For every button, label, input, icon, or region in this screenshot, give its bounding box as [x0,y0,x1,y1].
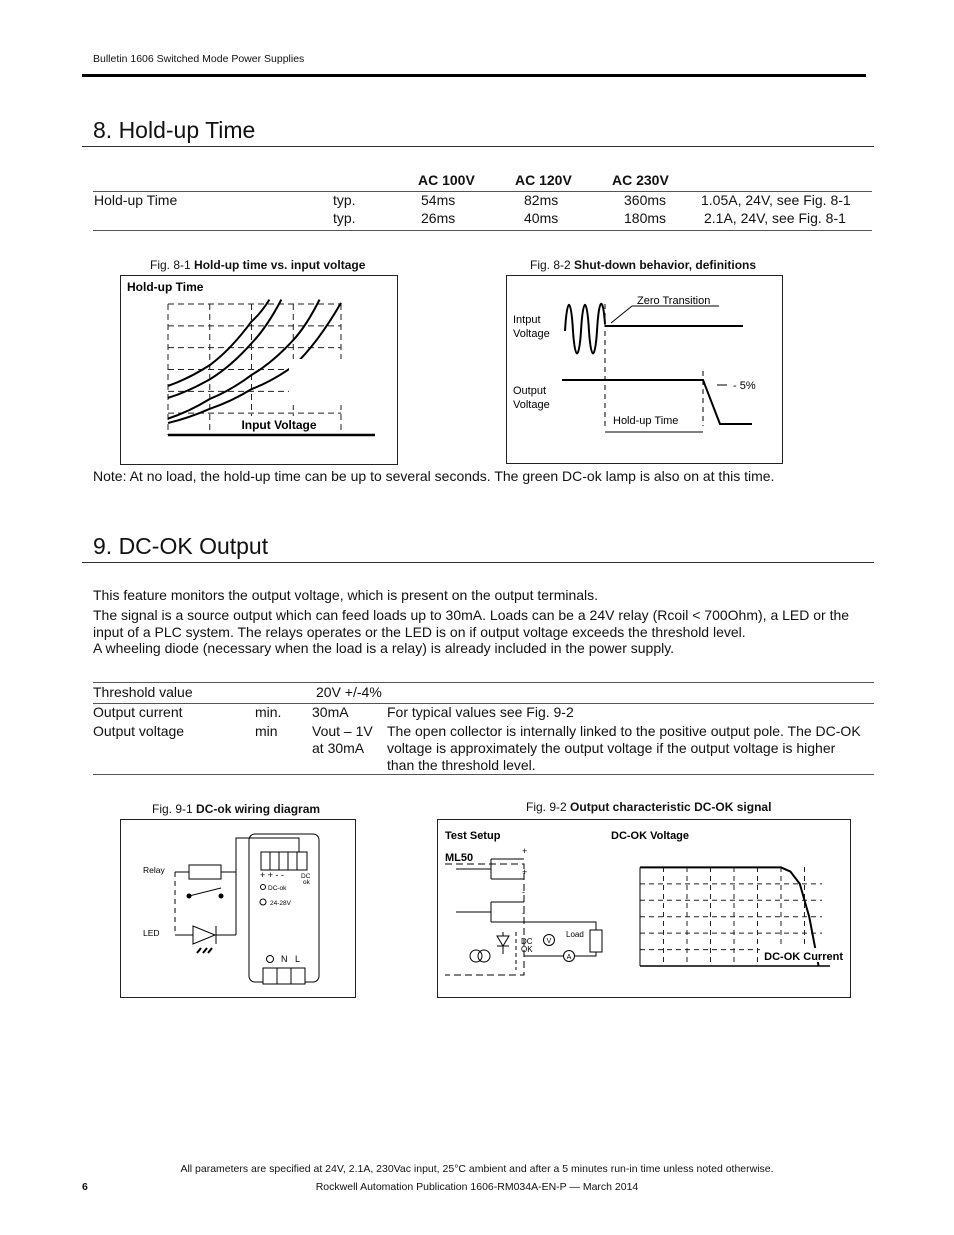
publication-id: Rockwell Automation Publication 1606-RM034A-EN-P — March 2014 [315,1181,639,1193]
plus-terminal: + [522,846,528,856]
section-8-rule [82,146,874,147]
caption-prefix: Fig. 9-1 [152,802,193,816]
fig-8-1-caption [150,258,365,272]
test-setup-label: Test Setup [445,830,501,842]
load-resistor [590,930,602,952]
voltage-range-label: 24-28V [270,900,291,907]
current-label: Output current [93,704,183,720]
caption-title: Shut-down behavior, definitions [574,258,757,272]
voltage-qual: min [255,723,278,739]
minus-terminal: - [522,908,525,918]
output-label: Output [513,385,547,397]
zero-transition-pointer [611,306,632,323]
section-9-title: 9. DC-OK Output [93,533,269,559]
table-rule [93,682,874,683]
caption-prefix: Fig. 8-2 [530,258,571,272]
relay-coil [189,865,221,879]
row-qual: typ. [333,192,356,208]
col-ac230: AC 230V [612,172,669,188]
caption-title: Hold-up time vs. input voltage [194,258,366,272]
header-rule [82,74,866,77]
section-9-rule [82,562,874,563]
section-8-title: 8. Hold-up Time [93,117,256,143]
row-v2: 40ms [524,210,559,226]
voltage-note: The open collector is internally linked to the positive output pole. The DC-OK voltage is approximately the output voltage if the output voltage is higher than the threshold level. [387,723,861,773]
threshold-label: Threshold value [93,684,193,700]
chart-title: DC-OK Voltage [611,830,690,842]
output-terminal-block [261,852,307,870]
light-emission-arrows [197,948,212,953]
table-rule [93,230,872,231]
voltmeter-label: V [546,938,552,945]
led-diode-icon [193,926,215,944]
zero-transition-label: Zero Transition [637,295,711,307]
line-label: L [295,954,301,964]
row-v3: 360ms [624,192,667,208]
current-qual: min. [255,704,282,720]
neutral-label: N [281,954,288,964]
dc-ok-terminal-label: DC [301,873,311,880]
caption-prefix: Fig. 9-2 [526,800,567,814]
holdup-label: Hold-up Time [613,415,679,427]
contact-point [219,894,224,899]
input-label: Voltage [513,328,550,340]
minus-terminal: - [522,887,525,897]
row-note: 2.1A, 24V, see Fig. 8-1 [704,210,846,226]
row-label: Hold-up Time [94,192,178,208]
row-v3: 180ms [624,210,667,226]
fig-9-2-frame [437,819,851,998]
led-label: LED [143,928,160,938]
caption-prefix: Fig. 8-1 [150,258,191,272]
section-8-note: Note: At no load, the hold-up time can be up to several seconds. The green DC-ok lamp is also on at this time. [93,468,775,484]
load-label: Load [566,930,584,939]
load-wire [524,922,596,930]
fig-9-1-caption [152,802,320,816]
input-sine-wave [565,304,605,354]
paragraph: A wheeling diode (necessary when the load is a relay) is already included in the power supply. [93,640,675,656]
voltage-value: at 30mA [312,740,365,756]
ml50-label: ML50 [445,852,474,864]
relay-contact [189,888,221,896]
legend-bg [289,359,373,405]
table-rule [93,774,874,775]
footer-note: All parameters are specified at 24V, 2.1A, 230Vac input, 25°C ambient and after a 5 minutes run-in time unless noted otherwise. [180,1163,774,1175]
output-label: Voltage [513,399,550,411]
terminal-polarity: + + - - [260,870,285,880]
current-value: 30mA [312,704,349,720]
col-ac120: AC 120V [515,172,572,188]
ok-label: OK [521,945,533,954]
paragraph: This feature monitors the output voltage, which is present on the output terminals. [93,587,599,603]
current-note: For typical values see Fig. 9-2 [387,704,574,720]
x-axis-label: Input Voltage [241,418,317,432]
caption-title: DC-ok wiring diagram [196,802,321,816]
dc-ok-lamp-label: DC-ok [268,885,287,892]
col-ac100: AC 100V [418,172,475,188]
dc-ok-terminal-label: ok [303,879,310,886]
load-return-wire [524,952,596,956]
row-v1: 26ms [421,210,456,226]
input-label: Intput [513,314,541,326]
transistor-icon [478,950,490,962]
row-note: 1.05A, 24V, see Fig. 8-1 [701,192,851,208]
fig-8-2-frame [506,275,783,464]
chart-title: Hold-up Time [127,280,204,294]
ml50-boundary [445,864,524,975]
fig-9-2-caption [526,800,771,814]
caption-title: Output characteristic DC-OK signal [570,800,772,814]
holdup-chart [121,276,397,464]
running-header: Bulletin 1606 Switched Mode Power Supplies [93,53,305,65]
fig-8-1-frame [120,275,398,465]
input-terminal-block [263,968,305,984]
row-v1: 54ms [421,192,456,208]
relay-label: Relay [143,865,165,875]
dc-ok-figure [438,820,850,997]
minus5-label: - 5% [733,380,756,392]
plus-terminal: + [522,867,528,877]
paragraph: The signal is a source output which can feed loads up to 30mA. Loads can be a 24V relay (Rcoil < 700Ohm), a LED or the input of a PLC system. The relays operates or the LED is on if output voltage exceeds the threshold level. [93,607,850,640]
voltage-label: Output voltage [93,723,185,739]
wiring-diagram [121,820,355,997]
page-number: 6 [82,1181,88,1193]
dc-label: DC [521,937,533,946]
row-v2: 82ms [524,192,559,208]
ammeter-label: A [566,954,572,961]
voltage-value: Vout – 1V [312,723,373,739]
row-qual: typ. [333,210,356,226]
diode-icon [497,936,509,946]
threshold-value: 20V +/-4% [316,684,382,700]
fig-9-1-frame [120,819,356,998]
fig-8-2-caption [530,258,756,272]
x-axis-label: DC-OK Current [764,951,843,963]
shutdown-diagram [507,276,782,463]
